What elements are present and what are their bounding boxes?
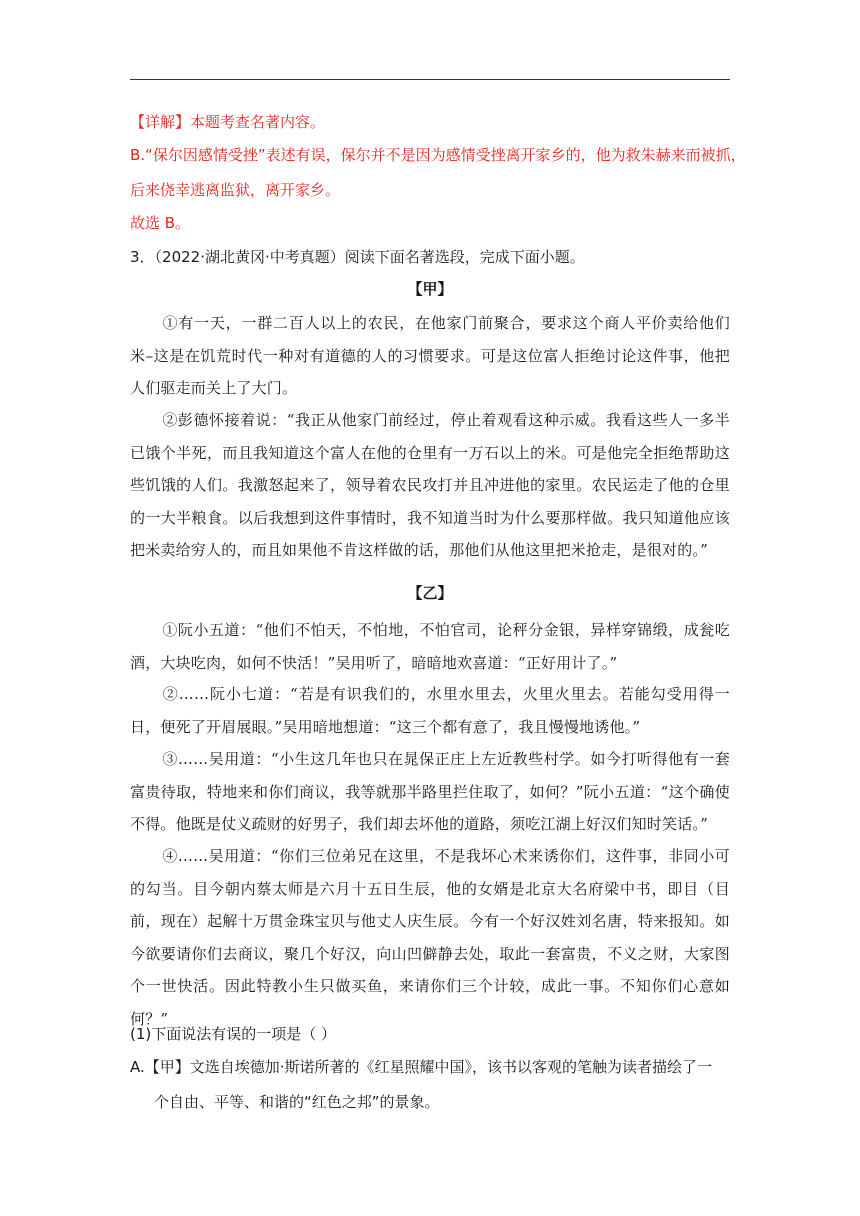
yi-paragraph-2 [130, 678, 730, 743]
yi-paragraph-3-text: ③……吴用道：“小生这几年也只在晁保正庄上左近教些村学。如今打听得他有一套富贵待取，特地来和你们商议，我等就那半路里拦住取了，如何？”阮小五道：“这个确使不得。他既是仗义疏财的好男子，我们却去坏他的道路，须吃江湖上好汉们知时笑话。” [130, 750, 730, 833]
option-a-line-1: A.【甲】文选自埃德加·斯诺所著的《红星照耀中国》，该书以客观的笔触为读者描绘了一 [130, 1058, 713, 1076]
jia-paragraph-1 [130, 307, 730, 405]
yi-paragraph-4-text: ④……吴用道：“你们三位弟兄在这里，不是我坏心术来诱你们，这件事，非同小可的勾当。目今朝内蔡太师是六月十五日生辰，他的女婿是北京大名府梁中书，即目（目前，现在）起解十万贯金珠宝贝与他丈人庆生辰。今有一个好汉姓刘名唐，特来报知。如今欲要请你们去商议，聚几个好汉，向山凹僻静去处，取此一套富贵，不义之财，大家图个一世快活。因此特教小生只做买鱼，来请你们三个计较，成此一事。不知你们心意如何？” [130, 847, 730, 1028]
yi-paragraph-3 [130, 743, 730, 841]
option-a-line-2: 个自由、平等、和谐的“红色之邦”的景象。 [154, 1093, 440, 1111]
option-a [130, 1050, 730, 1120]
explain-line-2: B.“保尔因感情受挫”表述有误，保尔并不是因为感情受挫离开家乡的，他为救朱赫来而被抓， [130, 146, 746, 164]
sub-question-1: (1)下面说法有误的一项是（ ） [130, 1025, 337, 1043]
section-yi-title: 【乙】 [407, 584, 453, 602]
explain-line-1: 【详解】本题考查名著内容。 [130, 113, 326, 131]
yi-paragraph-2-text: ②……阮小七道：“若是有识我们的，水里水里去，火里火里去。若能勾受用得一日，便死了开眉展眼。”吴用暗地想道：“这三个都有意了，我且慢慢地诱他。” [130, 685, 730, 736]
jia-paragraph-2 [130, 404, 730, 567]
jia-paragraph-2-text: ②彭德怀接着说：“我正从他家门前经过，停止着观看这种示威。我看这些人一多半已饿个半死，而且我知道这个富人在他的仓里有一万石以上的米。可是他完全拒绝帮助这些饥饿的人们。我激怒起来了，领导着农民攻打并且冲进他的家里。农民运走了他的仓里的一大半粮食。以后我想到这件事情时，我不知道当时为什么要那样做。我只知道他应该把米卖给穷人的，而且如果他不肯这样做的话，那他们从他这里把米抢走，是很对的。” [130, 411, 730, 559]
explain-line-4: 故选 B。 [130, 214, 191, 232]
section-jia-title: 【甲】 [407, 280, 453, 298]
jia-paragraph-1-text: ①有一天，一群二百人以上的农民，在他家门前聚合，要求这个商人平价卖给他们米–这是在饥荒时代一种对有道德的人的习惯要求。可是这位富人拒绝讨论这件事，他把人们驱走而关上了大门。 [130, 314, 730, 397]
yi-paragraph-1-text: ①阮小五道：“他们不怕天，不怕地，不怕官司，论秤分金银，异样穿锦缎，成瓮吃酒，大块吃肉，如何不快活！”吴用听了，暗暗地欢喜道：“正好用计了。” [130, 621, 730, 672]
question-header: 3．（2022·湖北黄冈·中考真题）阅读下面名著选段，完成下面小题。 [130, 248, 585, 266]
yi-paragraph-1 [130, 614, 730, 679]
yi-paragraph-4 [130, 840, 730, 1035]
explain-line-3: 后来侥幸逃离监狱，离开家乡。 [130, 181, 341, 199]
header-rule [130, 79, 730, 80]
